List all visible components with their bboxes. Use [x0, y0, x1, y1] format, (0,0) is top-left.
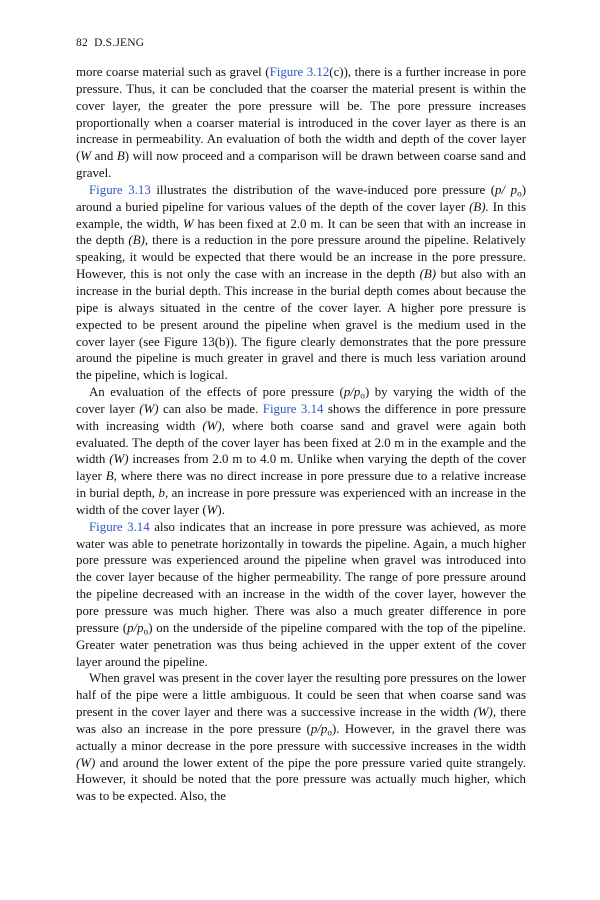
- italic-text: p/: [495, 182, 506, 197]
- subscript: o: [517, 189, 522, 200]
- text-run: increases from 2.0 m to 4.0 m. Unlike when varying the depth of the cover layer: [76, 452, 526, 484]
- text-run: where there was no direct increase in pore pressure due to a relative increase in burial depth,: [76, 469, 526, 501]
- text-run: there was also an increase in the pore pressure (: [76, 705, 526, 736]
- italic-text: (B).: [469, 199, 489, 214]
- text-run: also indicates that an increase in pore pressure was achieved, as more water was able to penetrate horizontally in towards the pipeline. Again, a much higher pore pressure was experienced around the pipeline when gravel was introduced into the cover layer because of the higher permeability. The range of pore pressure around the pipeline decreased with an increase in the width of the cover layer, however the pore pressure was much higher. There was also a much greater difference in pore pressure (: [76, 519, 526, 635]
- italic-text: (W): [139, 401, 159, 416]
- text-run: has been fixed at 2.0 m. It can be seen that with an increase in the depth: [76, 216, 526, 248]
- author-name: D.S.JENG: [94, 37, 145, 49]
- figure-reference-link[interactable]: Figure 3.12: [269, 65, 330, 79]
- text-run: ).: [217, 502, 225, 517]
- subscript: o: [143, 627, 149, 638]
- paragraph: [76, 182, 526, 384]
- italic-text: (B),: [128, 233, 149, 248]
- italic-text: p/p: [127, 620, 144, 635]
- running-header: [76, 37, 144, 49]
- italic-text: (W): [76, 755, 96, 770]
- paragraph: [76, 519, 526, 671]
- paragraph: [76, 64, 526, 182]
- italic-text: (W),: [202, 418, 225, 433]
- text-run: more coarse material such as gravel (: [76, 65, 270, 79]
- text-run: illustrates the distribution of the wave-induced pore pressure (: [150, 182, 496, 197]
- text-run: ) by varying the width of the cover layer: [76, 385, 526, 416]
- italic-text: B: [116, 149, 125, 164]
- italic-text: p/p: [310, 721, 328, 736]
- italic-text: W: [80, 149, 92, 164]
- text-run: can also be made.: [158, 401, 263, 416]
- text-run: but also with an increase in the burial depth. This increase in the burial depth comes about because the pipe is always situated in the centre of the cover layer. A higher pore pressure is expected to be present around the pipeline when gravel is the medium used in the cover layer (see Figure 13(b)). The figure clearly demonstrates that the pore pressure around the pipeline is much greater in gravel and there is much less variation around the pipeline, which is logical.: [76, 267, 526, 383]
- figure-reference-link[interactable]: Figure 3.14: [89, 519, 150, 534]
- figure-reference-link[interactable]: Figure 3.13: [89, 182, 151, 197]
- text-run: An evaluation of the effects of pore pressure (: [89, 385, 344, 400]
- page-number: 82: [76, 37, 88, 49]
- italic-text: (B): [419, 267, 437, 282]
- figure-reference-link[interactable]: Figure 3.14: [262, 401, 324, 416]
- subscript: o: [360, 391, 365, 402]
- text-run: an increase in pore pressure was experienced with an increase in the width of the cover layer (: [76, 486, 526, 517]
- italic-text: W: [182, 216, 194, 231]
- italic-text: p: [510, 182, 518, 197]
- text-run: ) around a buried pipeline for various values of the depth of the cover layer: [76, 182, 527, 214]
- italic-text: B,: [105, 469, 117, 484]
- paragraph: [76, 670, 526, 805]
- italic-text: W: [206, 502, 218, 517]
- italic-text: b,: [158, 486, 169, 501]
- text-run: ). However, in the gravel there was actually a minor decrease in the pore pressure with successive increases in the width: [76, 721, 526, 753]
- body-text: [76, 64, 526, 805]
- text-run: there is a reduction in the pore pressure around the pipeline. Relatively speaking, it would be expected that there would be an increase in the pore pressure. However, this is not only the case with an increase in the depth: [76, 233, 526, 282]
- italic-text: p/p: [343, 385, 361, 400]
- text-run: and: [91, 149, 117, 164]
- text-run: When gravel was present in the cover layer the resulting pore pressures on the lower half of the pipe were a little ambiguous. It could be seen that when coarse sand was present in the cover layer and there was a successive increase in the width: [76, 671, 526, 720]
- text-run: and around the lower extent of the pipe the pore pressure varied quite strangely. However, it should be noted that the pore pressure was actually much higher, which was to be expected. Also, the: [76, 755, 526, 804]
- subscript: o: [327, 728, 332, 739]
- text-run: ) will now proceed and a comparison will be drawn between coarse sand and gravel.: [76, 149, 526, 181]
- text-run: where both coarse sand and gravel were again both evaluated. The depth of the cover layer has been fixed at 2.0 m in the example and the width: [76, 418, 526, 467]
- text-run: (c)), there is a further increase in pore pressure. Thus, it can be concluded that the coarser the material present is within the cover layer, the greater the pore pressure will be. The pore pressure increases proportionally when a coarser material is introduced in the cover layer as there is an increase in permeability. An evaluation of both the width and depth of the cover layer (: [76, 65, 526, 164]
- text-run: shows the difference in pore pressure with increasing width: [76, 401, 526, 433]
- italic-text: (W): [109, 452, 129, 467]
- paragraph: [76, 384, 526, 519]
- text-run: In this example, the width,: [76, 199, 526, 231]
- text-run: ) on the underside of the pipeline compared with the top of the pipeline. Greater water penetration was thus being achieved in the upper extent of the cover layer around the pipeline.: [76, 620, 527, 669]
- italic-text: (W),: [473, 705, 497, 720]
